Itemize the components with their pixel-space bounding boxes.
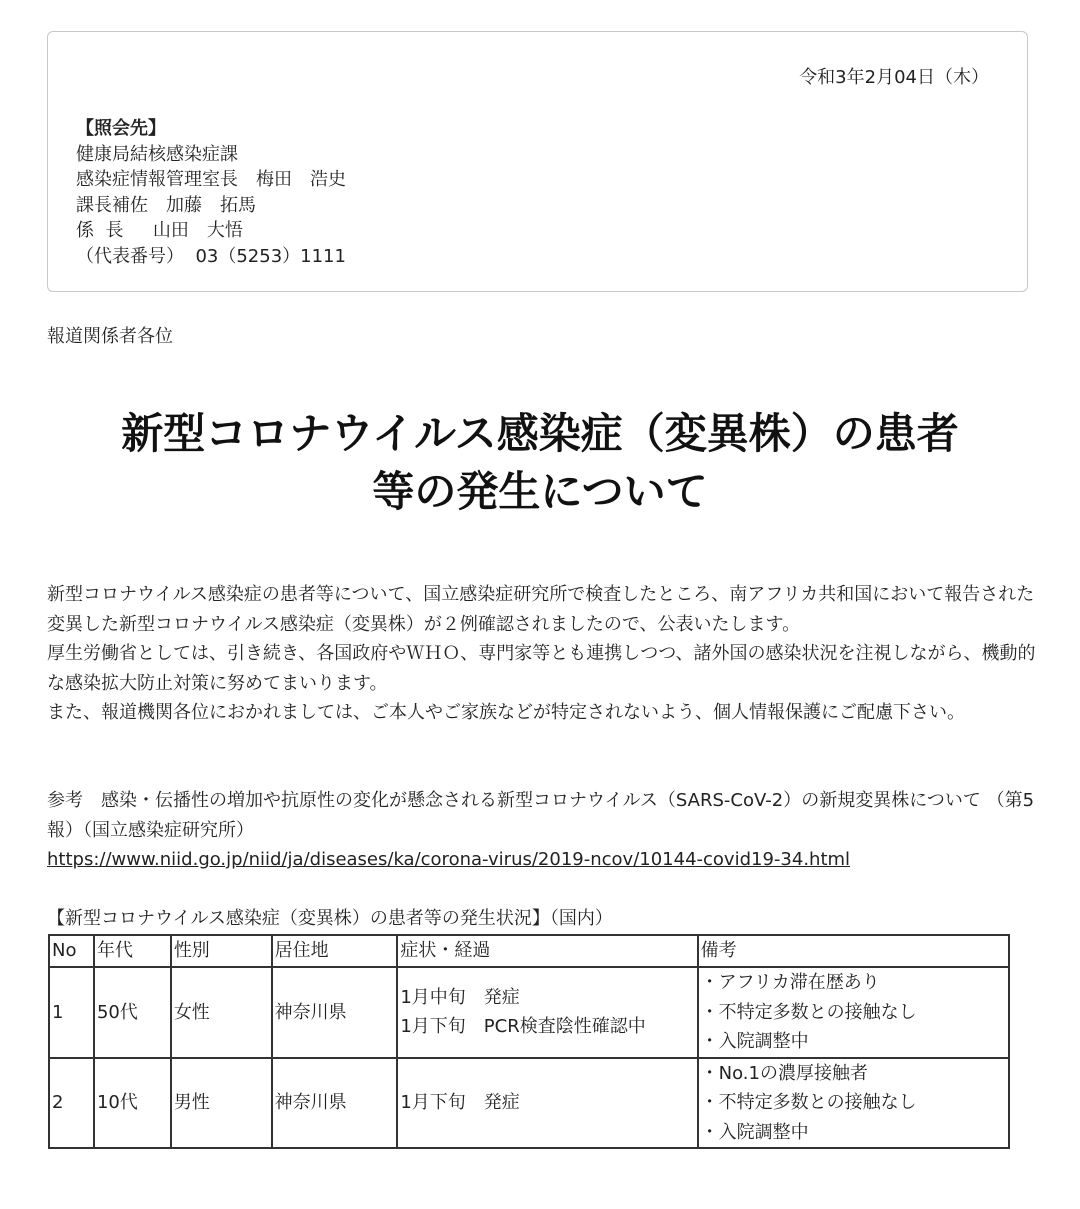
contact-line: 感染症情報管理室長 梅田 浩史 bbox=[76, 169, 346, 190]
contact-line: （代表番号） 03（5253）1111 bbox=[76, 245, 346, 267]
symptom-line: 1月中旬 発症 bbox=[400, 986, 520, 1008]
cell-age: 50代 bbox=[94, 967, 171, 1058]
page-title bbox=[40, 405, 1040, 521]
cell-sex: 女性 bbox=[171, 967, 272, 1058]
column-header: 備考 bbox=[698, 935, 1009, 967]
symptom-line: 1月下旬 発症 bbox=[400, 1092, 520, 1113]
addressee: 報道関係者各位 bbox=[47, 326, 173, 347]
title-line: 新型コロナウイルス感染症（変異株）の患者 bbox=[121, 409, 959, 458]
column-header: 居住地 bbox=[272, 935, 398, 967]
cell-age: 10代 bbox=[94, 1058, 171, 1149]
column-header: 年代 bbox=[94, 935, 171, 967]
reference-text: 参考 感染・伝播性の増加や抗原性の変化が懸念される新型コロナウイルス（SARS-CoV-2）の新規変異株について （第5報）（国立感染症研究所） bbox=[47, 790, 1035, 841]
cell-symptoms bbox=[397, 1058, 697, 1149]
cell-notes bbox=[698, 1058, 1009, 1149]
body-paragraph: 新型コロナウイルス感染症の患者等について、国立感染症研究所で検査したところ、南アフリカ共和国において報告された変異した新型コロナウイルス感染症（変異株）が２例確認されましたので、公表いたします。 bbox=[47, 584, 1035, 635]
contact-line: 係 長 山田 大悟 bbox=[76, 220, 243, 241]
table-caption: 【新型コロナウイルス感染症（変異株）の患者等の発生状況】（国内） bbox=[47, 908, 613, 929]
body-paragraph: 厚生労働省としては、引き続き、各国政府やＷＨＯ、専門家等とも連携しつつ、諸外国の感染状況を注視しながら、機動的な感染拡大防止対策に努めてまいります。 bbox=[47, 643, 1036, 694]
reference-link[interactable]: https://www.niid.go.jp/niid/ja/diseases/ka/corona-virus/2019-ncov/10144-covid19-34.html bbox=[47, 849, 851, 870]
cell-residence: 神奈川県 bbox=[272, 1058, 398, 1149]
contact-line: 課長補佐 加藤 拓馬 bbox=[76, 194, 256, 216]
cell-no: 1 bbox=[49, 967, 94, 1058]
note-line: ・不特定多数との接触なし bbox=[700, 1092, 917, 1113]
cases-table bbox=[48, 934, 1010, 1149]
contact-info bbox=[76, 116, 346, 269]
body-text bbox=[47, 580, 1037, 728]
note-line: ・不特定多数との接触なし bbox=[700, 1001, 917, 1023]
body-paragraph: また、報道機関各位におかれましては、ご本人やご家族などが特定されないよう、個人情報保護にご配慮下さい。 bbox=[47, 702, 965, 723]
note-line: ・入院調整中 bbox=[700, 1121, 809, 1143]
column-header: 性別 bbox=[171, 935, 272, 967]
title-line: 等の発生について bbox=[372, 467, 708, 516]
contact-box bbox=[47, 31, 1028, 292]
release-date: 令和3年2月04日（木） bbox=[799, 67, 989, 88]
contact-heading: 【照会先】 bbox=[76, 118, 166, 139]
table-row bbox=[49, 967, 1009, 1058]
cell-symptoms bbox=[397, 967, 697, 1058]
table-row bbox=[49, 1058, 1009, 1149]
note-line: ・アフリカ滞在歴あり bbox=[700, 972, 880, 993]
cell-notes bbox=[698, 967, 1009, 1058]
column-header: No bbox=[49, 935, 94, 967]
column-header: 症状・経過 bbox=[397, 935, 697, 967]
cell-no: 2 bbox=[49, 1058, 94, 1149]
symptom-line: 1月下旬 PCR検査陰性確認中 bbox=[400, 1016, 646, 1038]
note-line: ・入院調整中 bbox=[700, 1031, 809, 1052]
table-header-row bbox=[49, 935, 1009, 967]
contact-line: 健康局結核感染症課 bbox=[76, 143, 238, 165]
note-line: ・No.1の濃厚接触者 bbox=[700, 1062, 868, 1084]
cell-residence: 神奈川県 bbox=[272, 967, 398, 1058]
cell-sex: 男性 bbox=[171, 1058, 272, 1149]
reference bbox=[47, 786, 1037, 875]
